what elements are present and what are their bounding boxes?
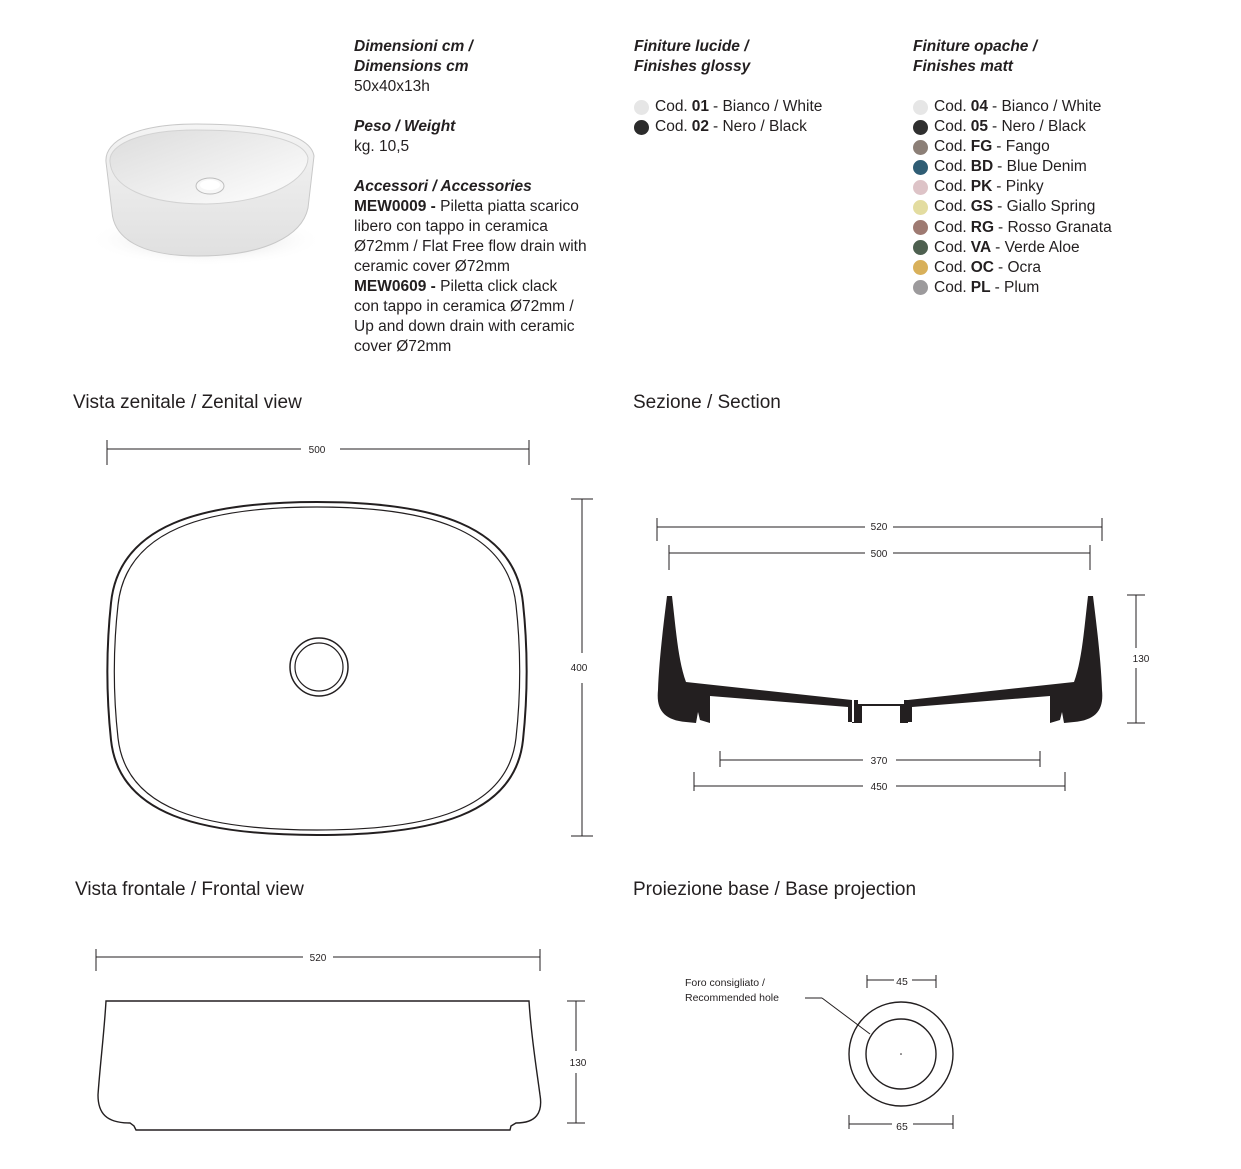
finish-item xyxy=(913,157,1213,177)
finish-prefix: Cod. xyxy=(934,198,967,216)
color-swatch xyxy=(913,100,928,115)
matt-finishes xyxy=(913,37,1213,298)
frontal-outline xyxy=(98,1001,541,1130)
finish-item xyxy=(634,97,894,117)
zenital-depth-label: 400 xyxy=(570,663,588,674)
section-drawing xyxy=(640,510,1160,800)
finish-code: BD xyxy=(970,158,994,176)
accessory-desc-line: cover Ø72mm xyxy=(354,338,452,355)
finish-prefix: Cod. xyxy=(934,178,967,196)
color-swatch xyxy=(913,280,928,295)
finish-prefix: Cod. xyxy=(934,278,967,296)
accessory-code: MEW0009 - xyxy=(354,198,436,215)
finish-label: - Rosso Granata xyxy=(998,218,1112,236)
section-title: Sezione / Section xyxy=(633,392,781,413)
finish-code: 02 xyxy=(691,118,709,136)
finish-code: GS xyxy=(970,198,994,216)
zenital-width-label: 500 xyxy=(308,445,326,456)
finish-label: - Nero / Black xyxy=(992,118,1086,136)
drain-inner xyxy=(295,643,343,691)
zenital-drawing xyxy=(95,435,595,845)
section-outer-label: 520 xyxy=(870,522,888,533)
finish-code: RG xyxy=(970,218,994,236)
finish-item xyxy=(913,258,1213,278)
accessories-heading: Accessori / Accessories xyxy=(354,178,532,195)
accessory-item xyxy=(354,197,624,277)
matt-list xyxy=(913,97,1213,298)
accessory-desc-line: ceramic cover Ø72mm xyxy=(354,258,510,275)
finish-label: - Ocra xyxy=(998,258,1042,276)
specs-block xyxy=(354,37,624,357)
finish-prefix: Cod. xyxy=(655,118,688,136)
base-hole-label: Foro consigliato / xyxy=(685,977,765,989)
finish-code: PK xyxy=(970,178,993,196)
finish-code: FG xyxy=(970,138,993,156)
color-swatch xyxy=(913,140,928,155)
finish-item xyxy=(913,117,1213,137)
finish-code: 04 xyxy=(970,98,988,115)
basin-outline-outer xyxy=(107,502,527,835)
finish-item xyxy=(913,177,1213,197)
finish-label: - Fango xyxy=(996,138,1050,156)
finish-item xyxy=(634,117,894,137)
finish-label: - Bianco / White xyxy=(713,98,823,115)
color-swatch xyxy=(913,260,928,275)
finish-label: - Pinky xyxy=(996,178,1044,196)
glossy-list xyxy=(634,97,894,137)
accessory-desc-line: Ø72mm / Flat Free flow drain with xyxy=(354,238,587,255)
finish-code: 01 xyxy=(691,98,709,115)
finish-item xyxy=(913,97,1213,117)
finish-label: - Giallo Spring xyxy=(997,198,1096,216)
finish-prefix: Cod. xyxy=(934,218,967,236)
section-profile-left xyxy=(658,596,860,723)
finish-item xyxy=(913,238,1213,258)
weight-value: kg. 10,5 xyxy=(354,138,410,155)
frontal-drawing xyxy=(88,945,598,1140)
zenital-title: Vista zenitale / Zenital view xyxy=(73,392,302,413)
accessory-desc: Piletta click clack xyxy=(440,278,558,295)
color-swatch xyxy=(913,240,928,255)
finish-label: - Verde Aloe xyxy=(995,238,1080,256)
finish-item xyxy=(913,137,1213,157)
finish-prefix: Cod. xyxy=(655,98,688,115)
drain-outer xyxy=(290,638,348,696)
glossy-finishes xyxy=(634,37,894,137)
glossy-heading-en: Finishes glossy xyxy=(634,58,751,75)
matt-heading: Finiture opache / xyxy=(913,38,1038,55)
accessory-code: MEW0609 - xyxy=(354,278,436,295)
finish-prefix: Cod. xyxy=(934,258,967,276)
dimensions-heading: Dimensioni cm / xyxy=(354,38,473,55)
color-swatch xyxy=(634,120,649,135)
finish-code: VA xyxy=(970,238,992,256)
base-inner-label: 45 xyxy=(896,976,908,988)
accessory-desc-line: con tappo in ceramica Ø72mm / xyxy=(354,298,574,315)
dimensions-heading-en: Dimensions cm xyxy=(354,58,469,75)
frontal-height-label: 130 xyxy=(569,1058,587,1069)
color-swatch xyxy=(913,220,928,235)
finish-item xyxy=(913,197,1213,217)
weight-heading: Peso / Weight xyxy=(354,118,456,135)
finish-item xyxy=(913,278,1213,298)
finish-label: - Blue Denim xyxy=(997,158,1087,176)
finish-label: - Nero / Black xyxy=(713,118,807,136)
color-swatch xyxy=(634,100,649,115)
accessory-desc-line: Up and down drain with ceramic xyxy=(354,318,575,335)
basin-photo xyxy=(78,112,328,272)
base-hole-label-en: Recommended hole xyxy=(685,992,779,1004)
base-title: Proiezione base / Base projection xyxy=(633,879,917,900)
base-outer-label: 65 xyxy=(896,1121,908,1133)
color-swatch xyxy=(913,160,928,175)
finish-prefix: Cod. xyxy=(934,118,967,136)
finish-prefix: Cod. xyxy=(934,158,967,176)
finish-code: PL xyxy=(970,278,991,296)
section-foot-outer-label: 450 xyxy=(870,782,888,793)
section-profile-right xyxy=(908,596,1102,723)
finish-item xyxy=(913,218,1213,238)
finish-prefix: Cod. xyxy=(934,98,967,115)
color-swatch xyxy=(913,200,928,215)
finish-code: 05 xyxy=(970,118,988,136)
dimensions-value: 50x40x13h xyxy=(354,78,430,95)
finish-prefix: Cod. xyxy=(934,138,967,156)
finish-prefix: Cod. xyxy=(934,238,967,256)
finish-label: - Bianco / White xyxy=(992,98,1102,115)
color-swatch xyxy=(913,120,928,135)
finish-label: - Plum xyxy=(994,278,1040,296)
glossy-heading: Finiture lucide / xyxy=(634,38,749,55)
section-inner-label: 500 xyxy=(870,549,888,560)
color-swatch xyxy=(913,180,928,195)
basin-outline-inner xyxy=(114,507,520,830)
base-drawing xyxy=(680,970,980,1140)
frontal-width-label: 520 xyxy=(309,953,327,964)
finish-code: OC xyxy=(970,258,994,276)
section-height-label: 130 xyxy=(1132,654,1150,665)
matt-heading-en: Finishes matt xyxy=(913,58,1013,75)
frontal-title: Vista frontale / Frontal view xyxy=(75,879,304,900)
accessory-desc-line: libero con tappo in ceramica xyxy=(354,218,548,235)
accessory-item xyxy=(354,277,624,357)
section-foot-inner-label: 370 xyxy=(870,756,888,767)
accessory-desc: Piletta piatta scarico xyxy=(440,198,579,215)
